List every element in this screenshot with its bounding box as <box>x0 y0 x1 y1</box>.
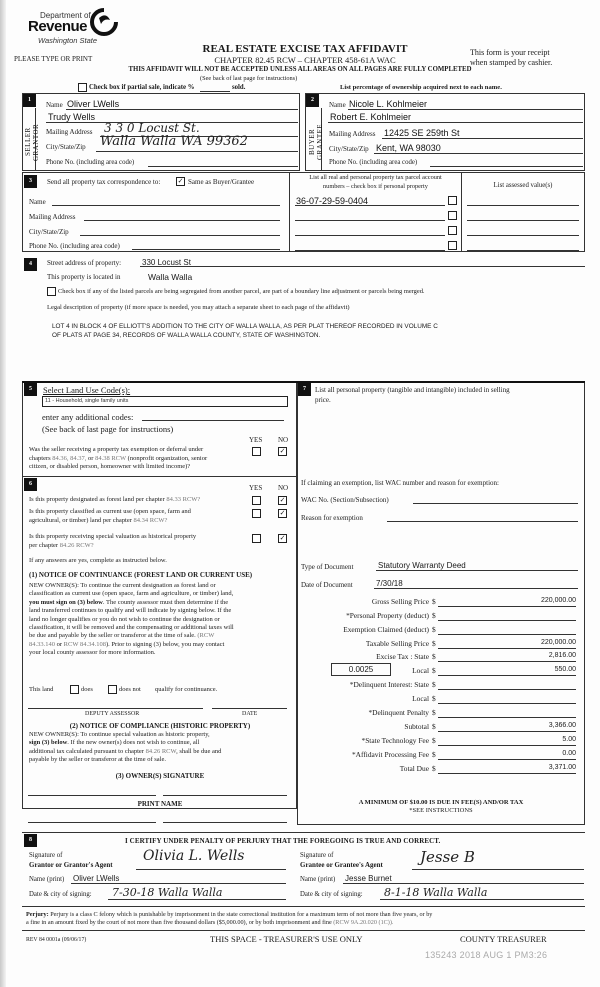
buyer-phone-label: Phone No. (including area code) <box>329 159 418 166</box>
section-1-number: 1 <box>23 94 36 107</box>
buyer-name-label: Name <box>329 101 346 109</box>
print-name-line-1[interactable] <box>28 822 156 823</box>
legal-description-label: Legal description of property (if more space is needed, you may attach a separate sheet to each page of the affidavit) <box>47 304 350 311</box>
if-yes-instructions: If any answers are yes, complete as instructed below. <box>29 557 167 564</box>
corr-city-field[interactable] <box>80 235 280 236</box>
grantee-signature-label: Grantee or Grantee's Agent <box>300 861 383 869</box>
corr-mailing-label: Mailing Address <box>29 213 76 221</box>
exemption-reason-label: Reason for exemption <box>301 514 363 522</box>
current-use-yes-checkbox[interactable] <box>252 509 261 518</box>
current-use-no-checkbox[interactable]: ✓ <box>279 509 286 517</box>
rcw-link[interactable]: (RCW <box>197 632 215 640</box>
rcw-link[interactable]: 84.26 RCW? <box>59 541 94 549</box>
seller-mailing-label: Mailing Address <box>46 128 93 136</box>
parcel-header: List all real and personal property tax parcel account numbers – check box if personal property <box>309 174 442 190</box>
send-correspondence-label: Send all property tax correspondence to: <box>47 178 161 186</box>
grantor-signature-label: Grantor or Grantor's Agent <box>29 861 113 869</box>
see-back-note: (See back of last page for instructions) <box>200 75 298 82</box>
section-5-see-back: (See back of last page for instructions) <box>42 424 174 434</box>
section-7-number: 7 <box>298 383 311 396</box>
current-use-question: Is this property classified as current use (open space, farm and agricultural, or timber) land per chapter 84.34 RCW? <box>29 508 191 524</box>
located-in-value[interactable]: Walla Walla <box>148 272 193 282</box>
grantee-name-print[interactable]: Jesse Burnet <box>345 874 392 883</box>
buyer-name-2[interactable]: Robert E. Kohlmeier <box>330 112 412 122</box>
grantee-date-city[interactable]: 8-1-18 Walla Walla <box>384 886 488 899</box>
street-address-value[interactable]: 330 Locust St <box>142 258 191 267</box>
receipt-note-1: This form is your receipt <box>470 48 550 57</box>
located-in-label: This property is located in <box>47 273 121 281</box>
section-5-yes-header: YES <box>249 436 263 444</box>
section-5-no-header: NO <box>278 436 289 444</box>
deputy-assessor-label: DEPUTY ASSESSOR <box>85 711 140 717</box>
grantee-name-label: Name (print) <box>300 876 336 883</box>
wac-number-label: WAC No. (Section/Subsection) <box>301 496 389 504</box>
affidavit-page: Department of Revenue Washington State PLEASE TYPE OR PRINT REAL ESTATE EXCISE TAX AFFIDAVIT CHAPTER 82.45 RCW – CHAPTER 458-61A WAC This form is your receipt when stamped by cashier. THIS AFFIDAVIT WILL NOT BE ACCEPTED UNLESS ALL AREAS ON ALL PAGES ARE FULLY COMPLETED (See back of last page for instructions) Check box if partial sale, indicate % sold. List percentage of ownership acquired next to each name. 1 SELLER GRANTOR Name Oliver LWells Trudy Wells Mailing Address 3 3 0 Locust St. City/State/Zip Walla Walla WA 99362 Phone No. (including area code) 2 BUYER GRANTEE Name Nicole L. Kohlmeier Robert E. Kohlmeier Mailing Address 12425 SE 259th St City/State/Zip Kent, WA 98030 Phone No. (including area code) 3 Send all property tax correspondence to: ✓ Same as Buyer/Grantee Name Mailing Address City/State/Zip Phone No. (including area code) List all real and personal property tax parcel account numbers – check box if personal property 36-07-29-59-0404 List assessed value(s) 4 Street address of property: 330 Locust St This property is located in Walla Walla Check box if any of the listed parcels are being segregated from another parcel, are part of a boundary line adjustment or parcels being merged. Legal description of property (if more space is needed, you may attach a separate sheet to each page of the affidavit) LOT 4 IN BLOCK 4 OF ELLIOTT'S ADDITION TO THE CITY OF WALLA WALLA, AS PER PLAT THEREOF RECORDED IN VOLUME C OF PLATS AT PAGE 34, RECORDS OF WALLA WALLA COUNTY, STATE OF WASHINGTON. 5 Select Land Use Code(s): 11 - Household, single family units enter any additional codes: (See back of last page for instructions) YES NO Was the seller receiving a property tax exemption or deferral under chapters 84.36, 84.37, or 84.38 RCW (nonprofit organization, senior citizen, or disabled person, homeowner with limited income)? ✓ 6 YES NO Is this property designated as forest land per chapter 84.33 RCW? ✓ Is this property classified as current use (open space, farm and agricultural, or timber) land per chapter 84.34 RCW? ✓ Is this property receiving special valuation as historical property per chapter 84.26 RCW? ✓ If any answers are yes, complete as instructed below. (1) NOTICE OF CONTINUANCE (FOREST LAND OR CURRENT USE) NEW OWNER(S): To continue the current designation as forest land or classification as current use (open space, farm and agriculture, or timber) land, you must sign on (3) below. The county assessor must then determine if the land transferred continues to qualify and will indicate by signing below. If the land no longer qualifies or you do not wish to continue the designation or classification, it will be removed and the compensating or additional taxes will be due and payable by the seller or transferor at the time of sale. (RCW 84.33.140 or RCW 84.34.108). Prior to signing (3) below, you may contact your local county assessor for more information. This land does does not qualify for continuance. DEPUTY ASSESSOR DATE (2) NOTICE OF COMPLIANCE (HISTORIC PROPERTY) NEW OWNER(S): To continue special valuation as historic property, sign (3) below. If the new owner(s) does not wish to continue, all additional tax calculated pursuant to chapter 84.26 RCW, shall be due and payable by the seller or transferor at the time of sale. (3) OWNER(S) SIGNATURE PRINT NAME 7 List all personal property (tangible and intangible) included in selling price. If claiming an exemption, list WAC number and reason for exemption: WAC No. (Section/Subsection) Reason for exemption Type of Document Statutory Warranty Deed Date of Document 7/30/18 Gross Selling Price $ 220,000.00 *Personal Property (deduct) $ Exemption Claimed (deduct) $ Taxable Selling Price $ 220,000.00 Excise Tax : State $ 2,816.00 0.0025 Local $ 550.00 *Delinquent Interest: State $ Local $ *Delinquent Penalty $ Subtotal $ 3,366.00 *State Technology Fee $ 5.00 *Affidavit Processing Fee $ 0.00 Total Due $ 3,371.00 A MINIMUM OF $10.00 IS DUE IN FEE(S) AND/OR TAX *SEE INSTRUCTIONS 8 I CERTIFY UNDER PENALTY OF PERJURY THAT THE FOREGOING IS TRUE AND CORRECT. Signature of Grantor or Grantor's Agent Olivia L. Wells Name (print) Oliver LWells Date & city of signing: 7-30-18 Walla Walla Signature of Grantee or Grantee's Agent Jesse B Name (print) Jesse Burnet Date & city of signing: 8-1-18 Walla Walla Perjury: Perjury is a class C felony which is punishable by imprisonment in the state correctional institution for a maximum term of not more than five years, or by a fine in an amount fixed by the court of not more than five thousand dollars ($5,000.00), or by both imprisonment and fine (RCW 9A.20.020 (1C)). REV 84 0001a (09/06/17) THIS SPACE - TREASURER'S USE ONLY COUNTY TREASURER 135243 2018 AUG 1 PM3:26 <box>0 0 600 987</box>
parcel-1-personal-checkbox[interactable] <box>448 196 457 205</box>
seller-name-2[interactable]: Trudy Wells <box>48 112 96 122</box>
seller-city-state-zip[interactable]: Walla Walla WA 99362 <box>100 134 248 149</box>
owner-signature-line-1[interactable] <box>28 795 156 796</box>
seller-mailing-address[interactable]: 3 3 0 Locust St. <box>104 121 200 135</box>
section-5-number: 5 <box>24 383 37 396</box>
section-3-number: 3 <box>24 175 37 188</box>
section-8-number: 8 <box>24 834 37 847</box>
legal-description[interactable]: LOT 4 IN BLOCK 4 OF ELLIOTT'S ADDITION TO THE CITY OF WALLA WALLA, AS PER PLAT THEREOF RECORDED IN VOLUME C OF PLATS AT PAGE 34, RECORDS OF WALLA WALLA COUNTY, STATE OF WASHINGTON. <box>52 323 438 339</box>
seller-phone-label: Phone No. (including area code) <box>46 159 135 166</box>
street-address-label: Street address of property: <box>47 259 122 267</box>
print-name-line-2[interactable] <box>163 822 287 823</box>
rcw-link[interactable]: 84.38 RCW <box>95 454 127 462</box>
grantor-name-label: Name (print) <box>29 876 65 883</box>
corr-city-label: City/State/Zip <box>29 228 69 236</box>
total-due[interactable]: 3,371.00 <box>438 764 576 774</box>
form-chapters: CHAPTER 82.45 RCW – CHAPTER 458-61A WAC <box>214 55 396 65</box>
revision-number: REV 84 0001a (09/06/17) <box>26 937 87 943</box>
owner-signature-title: (3) OWNER(S) SIGNATURE <box>115 772 205 780</box>
print-name-label: PRINT NAME <box>137 800 183 808</box>
parcel-number-3[interactable] <box>295 235 445 236</box>
notice-of-continuance-title: (1) NOTICE OF CONTINUANCE (FOREST LAND OR CURRENT USE) <box>29 571 253 579</box>
buyer-side-label: BUYER <box>308 128 316 156</box>
rcw-link[interactable]: 84.36, 84.37, <box>52 454 87 462</box>
assessed-value-1[interactable] <box>467 205 579 206</box>
forest-land-yes-checkbox[interactable] <box>252 496 261 505</box>
grantor-name-print[interactable]: Oliver LWells <box>73 874 120 883</box>
parcel-4-personal-checkbox[interactable] <box>448 241 457 250</box>
buyer-mailing-label: Mailing Address <box>329 130 376 138</box>
rcw-link[interactable]: 84.33 RCW? <box>166 496 201 503</box>
grantee-date-label: Date & city of signing: <box>300 891 363 898</box>
additional-codes-label: enter any additional codes: <box>42 412 134 422</box>
treasurer-stamp: 135243 2018 AUG 1 PM3:26 <box>425 950 548 960</box>
assessed-value-3[interactable] <box>467 235 579 236</box>
parcel-number-4[interactable] <box>295 250 445 251</box>
deputy-assessor-signature-line[interactable] <box>28 708 203 709</box>
assessed-value-4[interactable] <box>467 250 579 251</box>
historical-no-checkbox[interactable]: ✓ <box>279 534 286 542</box>
rcw-link[interactable]: (RCW 9A.20.020 (1C)). <box>333 919 394 927</box>
parcel-number-2[interactable] <box>295 220 445 221</box>
delinquent-penalty[interactable] <box>438 708 576 718</box>
forest-land-question: Is this property designated as forest land per chapter 84.33 RCW? <box>29 496 201 503</box>
partial-sale-checkbox[interactable] <box>78 83 87 92</box>
seller-name-1[interactable]: Oliver LWells <box>67 99 120 109</box>
taxable-selling-price[interactable]: 220,000.00 <box>438 639 576 649</box>
document-type-value[interactable]: Statutory Warranty Deed <box>378 561 466 570</box>
exemption-reason-field[interactable] <box>387 521 578 522</box>
document-type-label: Type of Document <box>301 563 354 571</box>
segregated-parcel-label: Check box if any of the listed parcels are being segregated from another parcel, are part of a boundary line adjustment or parcels being merged. <box>58 288 425 295</box>
partial-percent-line[interactable] <box>200 91 230 92</box>
excise-tax-state[interactable]: 2,816.00 <box>438 652 576 662</box>
seller-city-label: City/State/Zip <box>46 143 86 151</box>
section-2-number: 2 <box>306 94 319 107</box>
corr-name-field[interactable] <box>52 205 280 206</box>
assessed-value-2[interactable] <box>467 220 579 221</box>
does-not-qualify-checkbox[interactable] <box>108 685 117 694</box>
tax-exemption-no-checkbox[interactable]: ✓ <box>279 447 286 455</box>
buyer-city-state-zip[interactable]: Kent, WA 98030 <box>376 143 441 153</box>
assessor-date-label: DATE <box>242 711 258 717</box>
state-technology-fee[interactable]: 5.00 <box>438 736 576 746</box>
sold-label: sold. <box>232 84 246 91</box>
buyer-phone-field[interactable] <box>430 166 583 167</box>
partial-sale-label: Check box if partial sale, indicate % <box>89 84 195 91</box>
tax-exemption-question: Was the seller receiving a property tax exemption or deferral under chapters 84.36, 84.37, or 84.38 RCW (nonprofit organization, senior citizen, or disabled person, homeowner with limited income)? <box>29 446 208 470</box>
scan-edge <box>0 0 6 987</box>
delinquent-interest-state[interactable] <box>438 680 576 690</box>
parcel-number-1[interactable]: 36-07-29-59-0404 <box>296 196 369 206</box>
document-date-label: Date of Document <box>301 581 353 589</box>
grantee-side-label: GRANTEE <box>316 123 324 161</box>
personal-property-deduct[interactable] <box>438 611 576 621</box>
county-treasurer-label: COUNTY TREASURER <box>460 934 547 944</box>
please-type-note: PLEASE TYPE OR PRINT <box>14 55 93 63</box>
rcw-link[interactable]: 84.26 RCW <box>145 747 177 755</box>
local-rate-field[interactable]: 0.0025 <box>331 663 391 676</box>
grantor-signature[interactable]: Olivia L. Wells <box>143 848 245 864</box>
excise-tax-local[interactable]: 550.00 <box>438 666 576 676</box>
rcw-link[interactable]: 84.34 RCW? <box>133 516 168 524</box>
receipt-note-2: when stamped by cashier. <box>470 58 553 67</box>
section-6-yes-header: YES <box>249 484 263 492</box>
land-use-label: Select Land Use Code(s): <box>43 385 131 395</box>
buyer-city-label: City/State/Zip <box>329 145 369 153</box>
subtotal[interactable]: 3,366.00 <box>438 722 576 732</box>
grantor-date-city[interactable]: 7-30-18 Walla Walla <box>112 886 223 899</box>
rcw-link[interactable]: RCW 84.34.108 <box>63 640 106 648</box>
perjury-notice: Perjury: Perjury is a class C felony which is punishable by imprisonment in the state correctional institution for a maximum term of not more than five years, or by a fine in an amount fixed by the court of not more than five thousand dollars ($5,000.00), or by both imprisonment and fine (RCW 9A.20.020 (1C)). <box>26 911 433 927</box>
seller-phone-field[interactable] <box>148 166 298 167</box>
parcel-2-personal-checkbox[interactable] <box>448 211 457 220</box>
this-land-label: This land <box>29 686 54 693</box>
grantee-signature[interactable]: Jesse B <box>420 848 475 866</box>
section-6-number: 6 <box>24 478 37 491</box>
treasurer-use-label: THIS SPACE - TREASURER'S USE ONLY <box>210 934 363 944</box>
corr-phone-field[interactable] <box>132 249 280 250</box>
historical-yes-checkbox[interactable] <box>252 534 261 543</box>
seller-name-label: Name <box>46 101 63 109</box>
corr-phone-label: Phone No. (including area code) <box>29 242 120 250</box>
section-6-no-header: NO <box>278 484 289 492</box>
owner-signature-line-2[interactable] <box>163 795 287 796</box>
same-as-buyer-label: Same as Buyer/Grantee <box>188 178 255 186</box>
tax-exemption-yes-checkbox[interactable] <box>252 447 261 456</box>
does-not-label: does not <box>119 686 141 693</box>
gross-selling-price[interactable]: 220,000.00 <box>438 597 576 607</box>
notice-of-compliance-title: (2) NOTICE OF COMPLIANCE (HISTORIC PROPERTY) <box>69 722 251 730</box>
notice-of-continuance-text: NEW OWNER(S): To continue the current designation as forest land or classification as current use (open space, farm and agriculture, or timber) land, you must sign on (3) below. The county assessor must then determine if the land transferred continues to qualify and will indicate by signing below. If the land no longer qualifies or you do not wish to continue the designation or classification, it will be removed and the compensating or additional taxes will be due and payable by the seller or transferor at the time of sale. (RCW 84.33.140 or RCW 84.34.108). Prior to signing (3) below, you may contact your local county assessor for more information. <box>29 582 234 657</box>
delinquent-interest-local[interactable] <box>438 694 576 704</box>
minimum-fee-note: A MINIMUM OF $10.00 IS DUE IN FEE(S) AND/OR TAX <box>358 799 524 806</box>
does-qualify-checkbox[interactable] <box>70 685 79 694</box>
notice-of-compliance-text: NEW OWNER(S): To continue special valuation as historic property, sign (3) below. If the new owner(s) does not wish to continue, all additional tax calculated pursuant to chapter 84.26 RCW, shall be due and payable by the seller or transferor at the time of sale. <box>29 731 222 764</box>
personal-property-label: List all personal property (tangible and intangible) included in selling price. <box>315 386 510 404</box>
corr-mailing-field[interactable] <box>84 220 280 221</box>
parcel-3-personal-checkbox[interactable] <box>448 226 457 235</box>
personal-property-field[interactable] <box>305 400 580 475</box>
segregated-parcel-checkbox[interactable] <box>47 287 56 296</box>
assessed-value-header: List assessed value(s) <box>493 182 553 189</box>
forest-land-no-checkbox[interactable]: ✓ <box>279 496 286 504</box>
dor-swoosh-icon <box>90 8 118 36</box>
exemption-label: If claiming an exemption, list WAC number and reason for exemption: <box>301 479 499 487</box>
perjury-certification: I CERTIFY UNDER PENALTY OF PERJURY THAT THE FOREGOING IS TRUE AND CORRECT. <box>125 837 441 845</box>
affidavit-processing-fee[interactable]: 0.00 <box>438 750 576 760</box>
historical-property-question: Is this property receiving special valuation as historical property per chapter 84.26 RCW? <box>29 533 197 549</box>
exemption-claimed-deduct[interactable] <box>438 625 576 635</box>
does-label: does <box>81 686 93 693</box>
acceptance-warning: THIS AFFIDAVIT WILL NOT BE ACCEPTED UNLESS ALL AREAS ON ALL PAGES ARE FULLY COMPLETED <box>128 66 472 73</box>
seller-side-label: SELLER <box>24 127 32 157</box>
wac-number-field[interactable] <box>413 503 578 504</box>
buyer-name-1[interactable]: Nicole L. Kohlmeier <box>349 99 428 109</box>
ownership-note: List percentage of ownership acquired next to each name. <box>340 84 502 91</box>
rcw-link[interactable]: 84.33.140 <box>29 640 55 648</box>
buyer-mailing-address[interactable]: 12425 SE 259th St <box>384 128 460 138</box>
additional-codes-field[interactable] <box>142 420 284 421</box>
grantor-date-label: Date & city of signing: <box>29 891 92 898</box>
section-4-number: 4 <box>24 258 37 271</box>
grantor-side-label: GRANTOR <box>32 123 40 161</box>
see-instructions-note: *SEE INSTRUCTIONS <box>409 807 473 814</box>
document-date-value[interactable]: 7/30/18 <box>376 579 403 588</box>
land-use-select[interactable]: 11 - Household, single family units <box>42 396 288 407</box>
same-as-buyer-checkbox[interactable]: ✓ <box>177 177 184 185</box>
assessor-date-line[interactable] <box>212 708 287 709</box>
form-title: REAL ESTATE EXCISE TAX AFFIDAVIT <box>202 43 408 55</box>
dor-logo: Department of Revenue Washington State <box>24 8 124 54</box>
corr-name-label: Name <box>29 198 46 206</box>
qualify-label: qualify for continuance. <box>155 686 218 693</box>
